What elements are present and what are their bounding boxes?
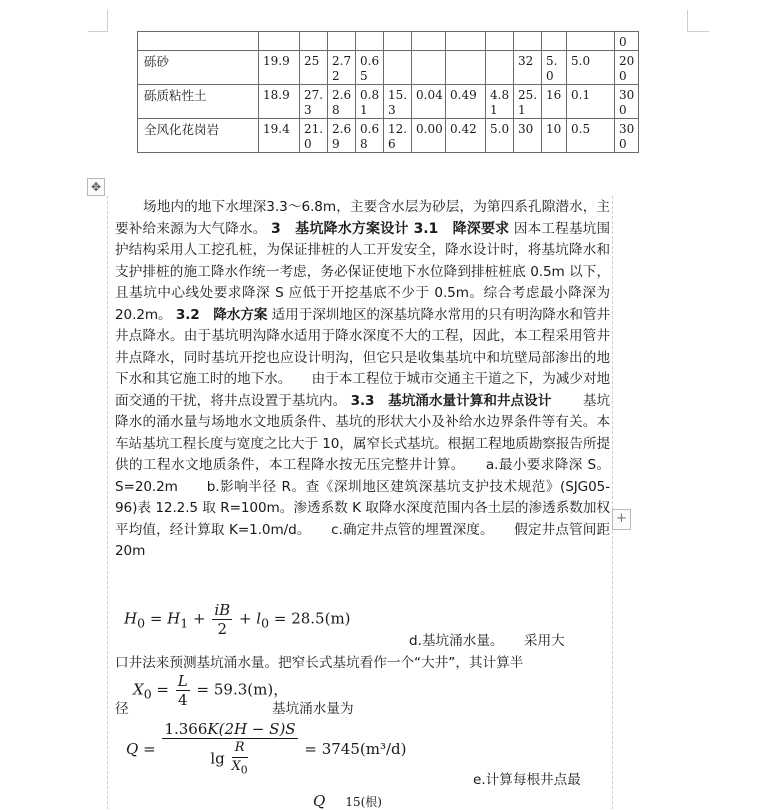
value-cell: 5.0 (567, 51, 615, 85)
value-cell (446, 32, 486, 51)
table-row (138, 32, 639, 51)
value-cell: 0.00 (412, 119, 446, 153)
value-cell: 27.3 (300, 85, 328, 119)
value-cell: 0.42 (446, 119, 486, 153)
table-move-handle-icon[interactable]: ✥ (87, 178, 105, 196)
soil-name-cell: 砾质粘性土 (138, 85, 259, 119)
value-cell (384, 51, 412, 85)
line-d-continued: 口井法来预测基坑涌水量。把窄长式基坑看作一个“大井”，其计算半 (115, 655, 524, 671)
value-cell: 0.1 (567, 85, 615, 119)
value-cell (446, 51, 486, 85)
value-cell (412, 51, 446, 85)
soil-name-cell: 砾砂 (138, 51, 259, 85)
value-cell: 19.9 (259, 51, 300, 85)
table-row (138, 119, 639, 153)
value-cell: 0.81 (356, 85, 384, 119)
value-cell: 2.72 (328, 51, 356, 85)
value-cell (384, 32, 412, 51)
value-cell: 5.0 (486, 119, 514, 153)
value-cell (412, 32, 446, 51)
text-margin-right (612, 196, 613, 809)
value-cell: 25 (300, 51, 328, 85)
paragraph-inflow: 基坑降水的涌水量与场地水文地质条件、基坑的形状大小及补给水边界条件等有关。本车站基坑工程长度与宽度之比大于 10，属窄长式基坑。根据工程地质勘察报告所提供的工程水文地质条件，本工程降水按无压完整井计算。 a.最小要求降深 S。 S=20.2m b.影响半径 R。查《深圳地区建筑深基坑支护技术规范》(SJG05-96)表 12.2.5 取 R=100m。渗透系数 K 取降水深度范围内各土层的渗透系数加权平均值，经计算取 K=1.0m/d。 c.确定井点管的埋置深度。 假定井点管间距 20m (115, 392, 610, 559)
value-cell: 0.49 (446, 85, 486, 119)
line-d: d.基坑涌水量。 采用大 (409, 633, 565, 649)
value-cell (567, 32, 615, 51)
value-cell: 32 (514, 51, 542, 85)
formula-q: Q = 1.366K(2H − S)S lg $\frac{R}{X_0}$ = 3745(m³/d) (126, 720, 407, 777)
value-cell: 19.4 (259, 119, 300, 153)
value-cell (259, 32, 300, 51)
value-cell: 2.69 (328, 119, 356, 153)
value-cell: 21.0 (300, 119, 328, 153)
value-cell: 30 (514, 119, 542, 153)
value-cell: 15.3 (384, 85, 412, 119)
text-margin-left (107, 196, 108, 809)
value-cell: 200 (615, 51, 639, 85)
value-cell: 0.68 (356, 119, 384, 153)
value-cell (328, 32, 356, 51)
value-cell: 18.9 (259, 85, 300, 119)
table-row (138, 85, 639, 119)
value-cell (486, 51, 514, 85)
soil-properties-table (137, 31, 639, 153)
value-cell: 0.65 (356, 51, 384, 85)
value-cell: 25.1 (514, 85, 542, 119)
heading-section-3-3: 3.3 基坑涌水量计算和井点设计 (350, 392, 552, 409)
value-cell: 300 (615, 85, 639, 119)
value-cell: 0.5 (567, 119, 615, 153)
page-top-rule-right (687, 31, 709, 32)
line-inflow-label: 基坑涌水量为 (272, 701, 354, 717)
soil-name-cell: 全风化花岗岩 (138, 119, 259, 153)
value-cell: 300 (615, 119, 639, 153)
soil-name-cell (138, 32, 259, 51)
table-row (138, 51, 639, 85)
formula-n-partial: Q 15(根) (313, 792, 382, 810)
heading-section-3: 3 基坑降水方案设计 3.1 降深要求 (271, 220, 510, 237)
value-cell (514, 32, 542, 51)
value-cell: 5.0 (542, 51, 567, 85)
value-cell (486, 32, 514, 51)
value-cell (356, 32, 384, 51)
formula-h0: $H_0 = H_1$ + $\frac{iB}{2}$ + $l_0 = 28.5(m)$ (124, 601, 351, 638)
paragraph-groundwater: 场地内的地下水埋深3.3～6.8m，主要含水层为砂层，为第四系孔隙潜水，主要补给来源为大气降水。 (115, 199, 610, 237)
page-corner-right (687, 10, 688, 32)
value-cell (542, 32, 567, 51)
page-top-rule-left (88, 31, 108, 32)
document-body (115, 197, 610, 563)
value-cell (300, 32, 328, 51)
value-cell: 12.6 (384, 119, 412, 153)
paragraph-drawdown: 因本工程基坑围护结构采用人工挖孔桩，为保证排桩的人工开发安全，降水设计时，将基坑降水和支护排桩的施工降水作统一考虑，务必保证使地下水位降到排桩桩底 0.5m 以下，且基坑中心线处要求降深 S 应低于开挖基底不少于 0.5m。综合考虑最小降深为 20.2m。 (115, 220, 611, 323)
formula-x0: $X_0$ = $\frac{L}{4}$ = 59.3(m)， (133, 672, 289, 709)
value-cell: 2.68 (328, 85, 356, 119)
add-row-plus-icon[interactable]: + (612, 509, 631, 530)
paragraph-scheme: 适用于深圳地区的深基坑降水常用的只有明沟降水和管井井点降水。由于基坑明沟降水适用于降水深度不大的工程，因此，本工程采用管井井点降水，同时基坑开挖也应设计明沟，但它只是收集基坑中和坑壁局部渗出的地下水和其它施工时的地下水。 由于本工程位于城市交通主干道之下，为减少对地面交通的干扰，将井点设置于基坑内。 (115, 306, 610, 409)
line-jing: 径 (115, 701, 129, 717)
heading-section-3-2: 3.2 降水方案 (175, 306, 268, 323)
value-cell: 4.81 (486, 85, 514, 119)
page-corner-left (107, 10, 108, 32)
value-cell: 10 (542, 119, 567, 153)
line-e: e.计算每根井点最 (473, 772, 581, 788)
value-cell: 0.04 (412, 85, 446, 119)
value-cell: 16 (542, 85, 567, 119)
value-cell: 0 (615, 32, 639, 51)
